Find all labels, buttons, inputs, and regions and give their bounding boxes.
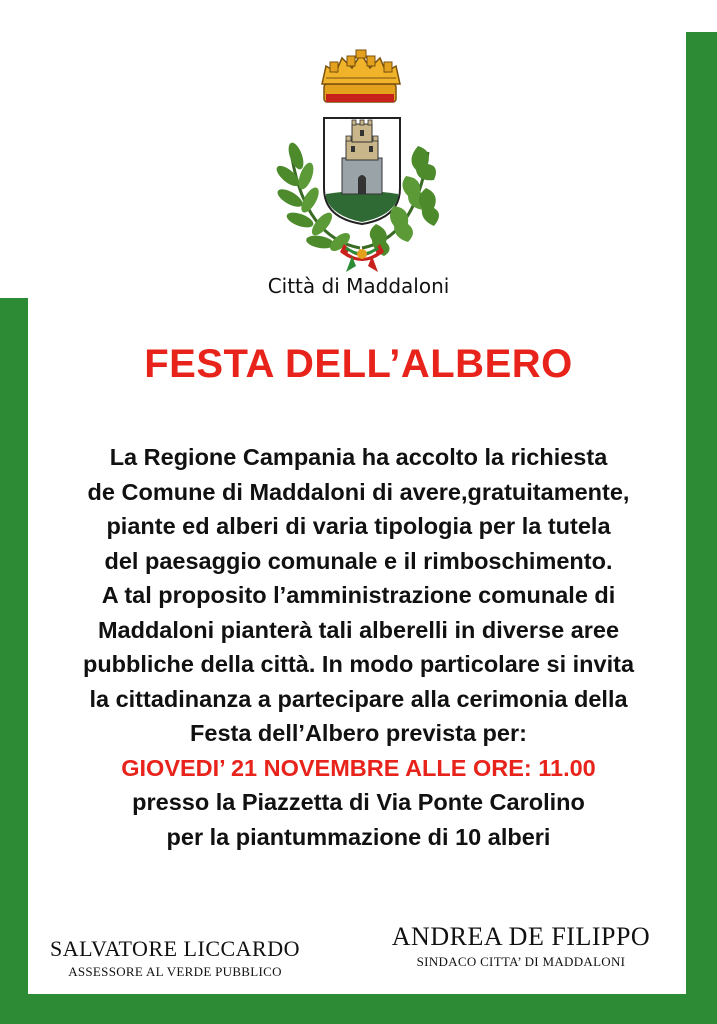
city-name: Città di Maddaloni [267,274,450,298]
castle-tower-icon [324,118,400,224]
body-line: pubbliche della città. In modo particolare si invita [82,651,635,677]
mural-crown-icon [322,50,400,102]
green-frame-left [0,298,28,1024]
page-title: FESTA DELL’ALBERO [144,342,573,386]
event-datetime: GIOVEDI’ 21 NOVEMBRE ALLE ORE: 11.00 [121,754,596,781]
location-line: presso la Piazzetta di Via Ponte Carolino [132,789,585,815]
location-line: per la piantummazione di 10 alberi [166,823,551,850]
body-line: del paesaggio comunale e il rimboschimento. [104,547,613,574]
signature-assessore [40,936,310,980]
body-line: A tal proposito l’amministrazione comunale di [101,582,616,608]
signature-sindaco [366,922,676,970]
body-line: Festa dell’Albero prevista per: [190,720,527,746]
coat-of-arms-icon [266,48,456,280]
signature-role: ASSESSORE AL VERDE PUBBLICO [68,964,282,979]
body-line: Maddaloni pianterà tali alberelli in diverse aree [97,616,620,643]
signature-name: ANDREA DE FILIPPO [391,922,651,951]
body-line: de Comune di Maddaloni di avere,gratuitamente, [87,478,630,505]
signature-role: SINDACO CITTA’ DI MADDALONI [416,954,626,969]
announcement-text [30,440,687,854]
body-line: La Regione Campania ha accolto la richiesta [109,444,608,470]
body-line: piante ed alberi di varia tipologia per la tutela [106,513,611,539]
body-line: la cittadinanza a partecipare alla cerimonia della [89,685,628,712]
signature-name: SALVATORE LICCARDO [49,936,301,961]
green-frame-right [686,32,717,1024]
green-frame-bottom [0,994,717,1024]
